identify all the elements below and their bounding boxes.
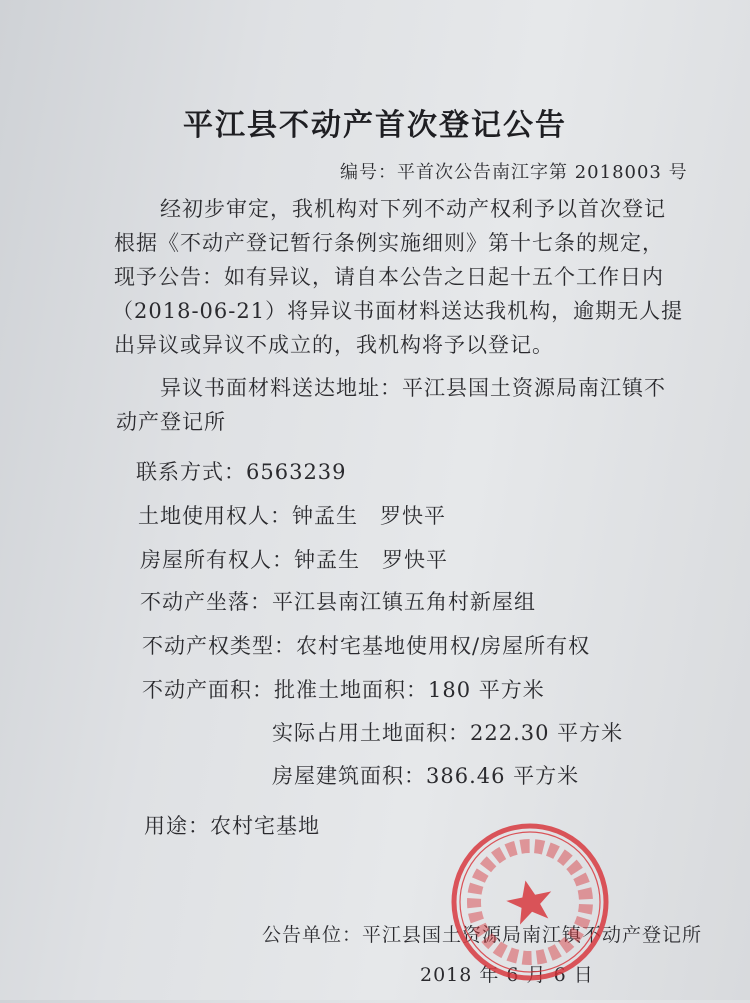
star-icon <box>503 876 557 927</box>
document-number: 编号：平首次公告南江字第 2018003 号 <box>340 162 688 183</box>
building-area-field: 房屋建筑面积：386.46 平方米 <box>272 764 580 788</box>
actual-area-field: 实际占用土地面积：222.30 平方米 <box>272 721 624 745</box>
body-line-3: 现予公告：如有异议，请自本公告之日起十五个工作日内 <box>114 265 664 289</box>
body-line-2: 根据《不动产登记暂行条例实施细则》第十七条的规定， <box>114 231 664 255</box>
issuer-line: 公告单位：平江县国土资源局南江镇不动产登记所 <box>262 924 703 946</box>
body-line-5: 出异议或异议不成立的，我机构将予以登记。 <box>114 333 554 357</box>
notice-title: 平江县不动产首次登记公告 <box>183 108 567 143</box>
body-line-4: （2018-06-21）将异议书面材料送达我机构，逾期无人提 <box>112 299 684 323</box>
official-seal-stamp <box>433 805 628 1000</box>
right-type-field: 不动产权类型：农村宅基地使用权/房屋所有权 <box>142 634 591 658</box>
house-owner-field: 房屋所有权人：钟孟生 罗快平 <box>140 548 448 572</box>
body-line-1: 经初步审定，我机构对下列不动产权利予以首次登记 <box>160 197 666 221</box>
issue-date: 2018 年 6 月 6 日 <box>420 964 594 986</box>
land-rights-holder-field: 土地使用权人：钟孟生 罗快平 <box>138 504 446 528</box>
contact-field: 联系方式：6563239 <box>136 460 347 484</box>
usage-field: 用途：农村宅基地 <box>144 814 320 838</box>
property-location-field: 不动产坐落：平江县南江镇五角村新屋组 <box>140 590 536 614</box>
seal-graphic <box>433 805 628 1000</box>
approved-area-field: 不动产面积：批准土地面积：180 平方米 <box>142 678 545 702</box>
objection-address-line-1: 异议书面材料送达地址：平江县国土资源局南江镇不 <box>160 376 666 400</box>
objection-address-line-2: 动产登记所 <box>116 410 226 434</box>
